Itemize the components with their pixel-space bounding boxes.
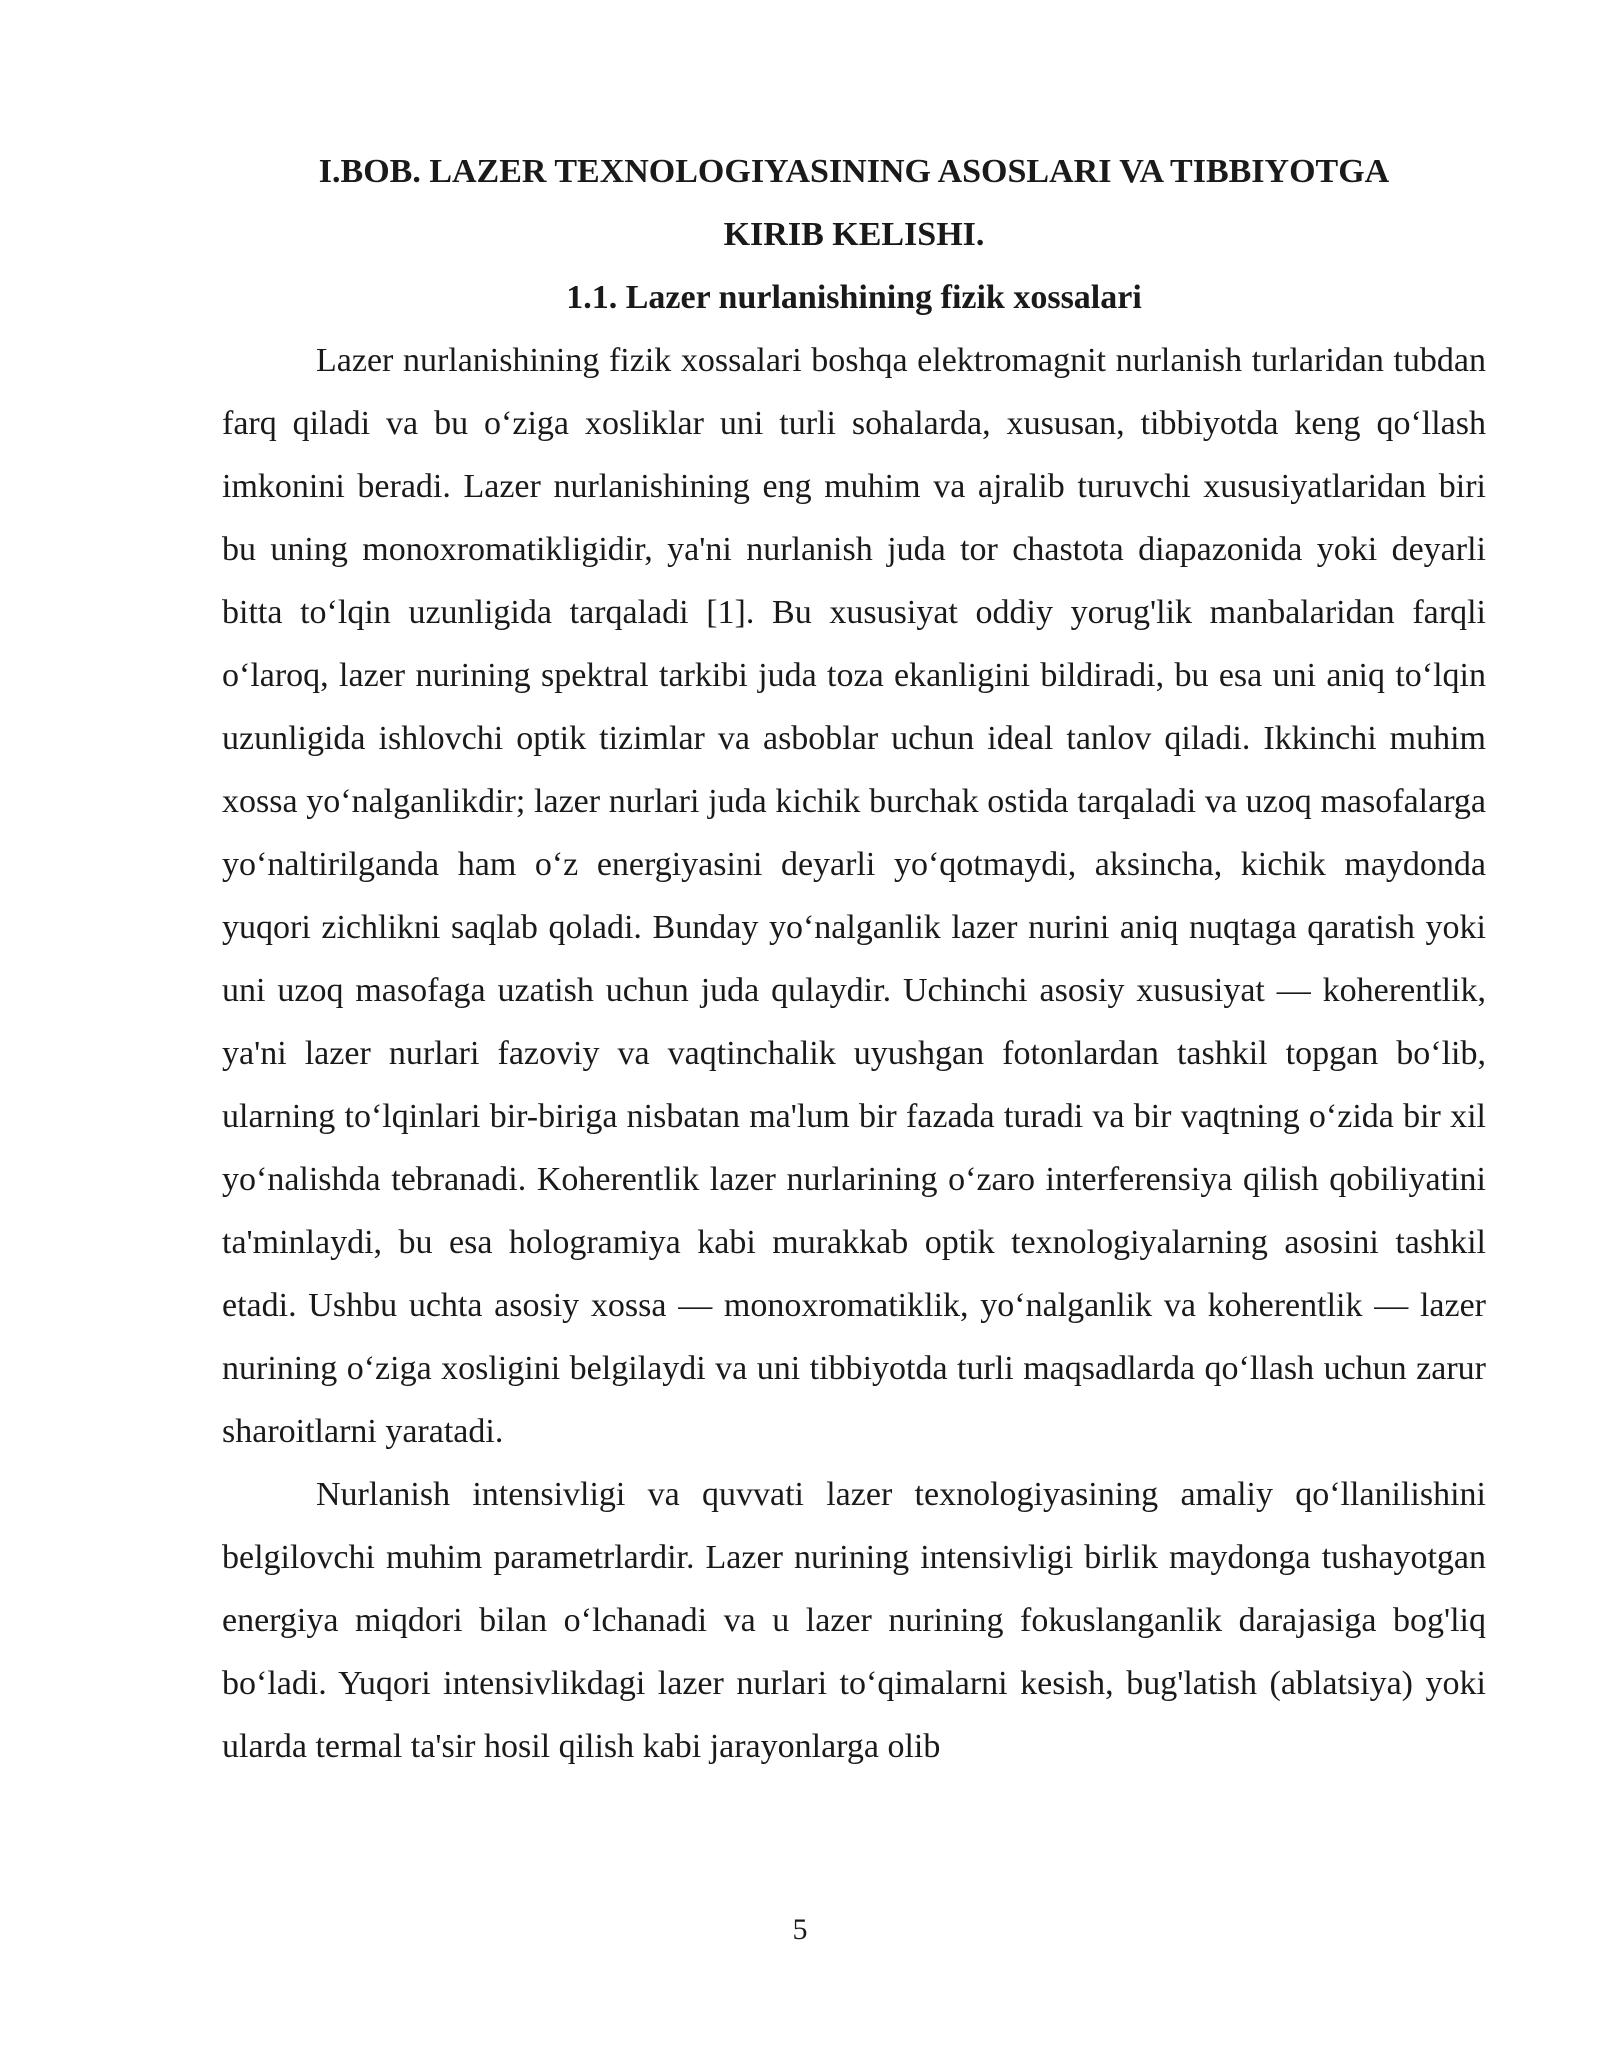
page-number: 5 [792, 1913, 808, 1946]
document-page [222, 140, 1486, 1778]
chapter-title-line-1: I.BOB. LAZER TEXNOLOGIYASINING ASOSLARI VA TIBBIYOTGA [318, 153, 1390, 190]
chapter-title [222, 140, 1486, 266]
body-paragraph: Nurlanish intensivligi va quvvati lazer texnologiyasining amaliy qo‘llanilishini belgilovchi muhim parametrlardir. Lazer nurining intensivligi birlik maydonga tushayotgan energiya miqdori bilan o‘lchanadi va u lazer nurining fokuslanganlik darajasiga bog'liq bo‘ladi. Yuqori intensivlikdagi lazer nurlari to‘qimalarni kesish, bug'latish (ablatsiya) yoki ularda termal ta'sir hosil qilish kabi jarayonlarga olib [222, 1476, 1486, 1765]
chapter-title-line-2: KIRIB KELISHI. [723, 216, 985, 253]
section-title: 1.1. Lazer nurlanishining fizik xossalari [566, 279, 1142, 316]
body-paragraph: Lazer nurlanishining fizik xossalari boshqa elektromagnit nurlanish turlaridan tubdan farq qiladi va bu o‘ziga xosliklar uni turli sohalarda, xususan, tibbiyotda keng qo‘llash imkonini beradi. Lazer nurlanishining eng muhim va ajralib turuvchi xususiyatlaridan biri bu uning monoxromatikligidir, ya'ni nurlanish juda tor chastota diapazonida yoki deyarli bitta to‘lqin uzunligida tarqaladi [1]. Bu xususiyat oddiy yorug'lik manbalaridan farqli o‘laroq, lazer nurining spektral tarkibi juda toza ekanligini bildiradi, bu esa uni aniq to‘lqin uzunligida ishlovchi optik tizimlar va asboblar uchun ideal tanlov qiladi. Ikkinchi muhim xossa yo‘nalganlikdir; lazer nurlari juda kichik burchak ostida tarqaladi va uzoq masofalarga yo‘naltirilganda ham o‘z energiyasini deyarli yo‘qotmaydi, aksincha, kichik maydonda yuqori zichlikni saqlab qoladi. Bunday yo‘nalganlik lazer nurini aniq nuqtaga qaratish yoki uni uzoq masofaga uzatish uchun juda qulaydir. Uchinchi asosiy xususiyat — koherentlik, ya'ni lazer nurlari fazoviy va vaqtinchalik uyushgan fotonlardan tashkil topgan bo‘lib, ularning to‘lqinlari bir-biriga nisbatan ma'lum bir fazada turadi va bir vaqtning o‘zida bir xil yo‘nalishda tebranadi. Koherentlik lazer nurlarining o‘zaro interferensiya qilish qobiliyatini ta'minlaydi, bu esa hologramiya kabi murakkab optik texnologiyalarning asosini tashkil etadi. Ushbu uchta asosiy xossa — monoxromatiklik, yo‘nalganlik va koherentlik — lazer nurining o‘ziga xosligini belgilaydi va uni tibbiyotda turli maqsadlarda qo‘llash uchun zarur sharoitlarni yaratadi. [222, 342, 1486, 1450]
